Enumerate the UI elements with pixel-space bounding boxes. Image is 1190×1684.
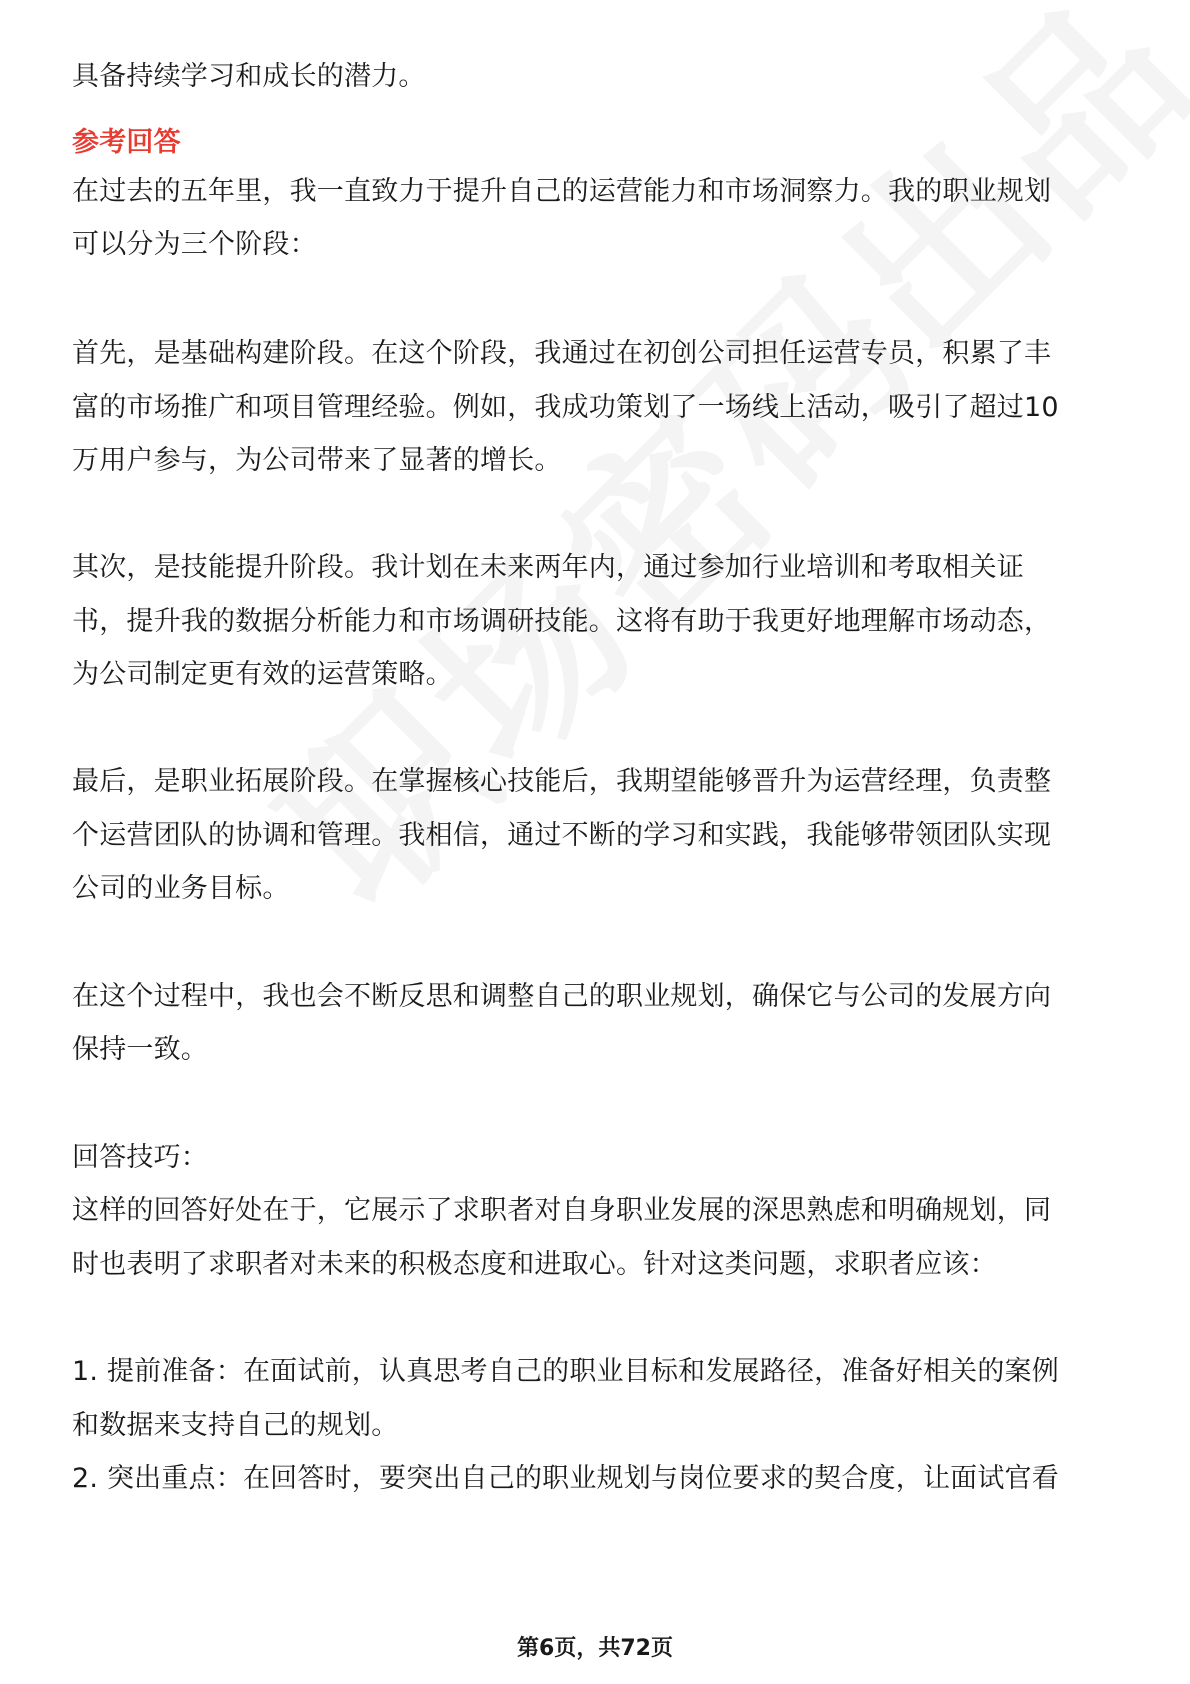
paragraph-line: 公司的业务目标。 [72,873,290,904]
paragraph-line: 其次，是技能提升阶段。我计划在未来两年内，通过参加行业培训和考取相关证 [72,552,1024,583]
paragraph-line: 最后，是职业拓展阶段。在掌握核心技能后，我期望能够晋升为运营经理，负责整 [72,766,1052,797]
paragraph-line: 首先，是基础构建阶段。在这个阶段，我通过在初创公司担任运营专员，积累了丰 [72,338,1052,369]
paragraph-line: 具备持续学习和成长的潜力。 [72,61,426,92]
list-item-line: 2. 突出重点：在回答时，要突出自己的职业规划与岗位要求的契合度，让面试官看 [72,1463,1059,1494]
paragraph-line: 富的市场推广和项目管理经验。例如，我成功策划了一场线上活动，吸引了超过10 [72,392,1059,423]
paragraph-line: 时也表明了求职者对未来的积极态度和进取心。针对这类问题，求职者应该： [72,1249,997,1280]
paragraph-line: 可以分为三个阶段： [72,229,317,260]
paragraph-line: 在这个过程中，我也会不断反思和调整自己的职业规划，确保它与公司的发展方向 [72,981,1052,1012]
paragraph-line: 在过去的五年里，我一直致力于提升自己的运营能力和市场洞察力。我的职业规划 [72,176,1052,207]
paragraph-line: 书，提升我的数据分析能力和市场调研技能。这将有助于我更好地理解市场动态， [72,606,1052,637]
list-item-line: 和数据来支持自己的规划。 [72,1410,399,1441]
paragraph-line: 这样的回答好处在于，它展示了求职者对自身职业发展的深思熟虑和明确规划，同 [72,1195,1052,1226]
paragraph-line: 万用户参与，为公司带来了显著的增长。 [72,445,562,476]
section-heading-answer-tips: 回答技巧： [72,1142,208,1173]
paragraph-line: 个运营团队的协调和管理。我相信，通过不断的学习和实践，我能够带领团队实现 [72,820,1052,851]
section-heading-reference-answer: 参考回答 [72,127,181,158]
paragraph-line: 为公司制定更有效的运营策略。 [72,659,453,690]
list-item-line: 1. 提前准备：在面试前，认真思考自己的职业目标和发展路径，准备好相关的案例 [72,1356,1059,1387]
page-number: 第6页，共72页 [517,1636,673,1661]
paragraph-line: 保持一致。 [72,1034,208,1065]
